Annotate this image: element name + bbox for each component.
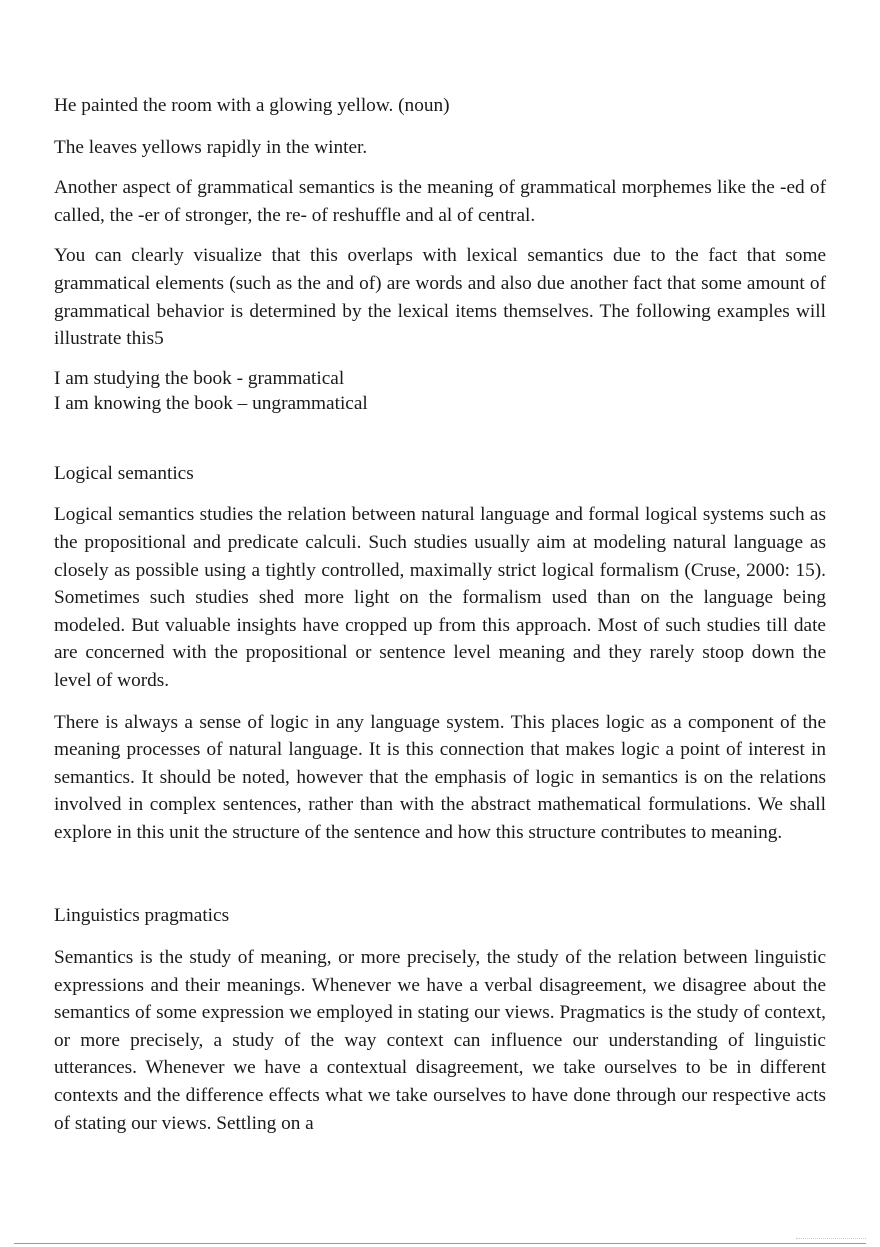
example-grammatical: I am studying the book - grammatical xyxy=(54,367,345,389)
example-ungrammatical: I am knowing the book – ungrammatical xyxy=(54,392,368,414)
heading-linguistics-pragmatics: Linguistics pragmatics xyxy=(54,905,230,927)
paragraph-lexical-overlap: You can clearly visualize that this overlaps with lexical semantics due to the fact that some grammatical elements (such as the and of) are words and also due another fact that some amount of grammatical behavior is determined by the lexical items themselves. The following examples will illustrate this5 xyxy=(54,245,826,350)
footer-rule xyxy=(14,1243,866,1244)
paragraph-noun-example: He painted the room with a glowing yellow. (noun) xyxy=(54,95,450,116)
document-page xyxy=(54,92,826,1137)
paragraph-logic-in-language: There is always a sense of logic in any language system. This places logic as a component of the meaning processes of natural language. It is this connection that makes logic a point of interest in semantics. It should be noted, however that the emphasis of logic in semantics is on the relations involved in complex sentences, rather than with the abstract mathematical formulations. We shall explore in this unit the structure of the sentence and how this structure contributes to meaning. xyxy=(54,711,826,843)
paragraph-verb-example: The leaves yellows rapidly in the winter. xyxy=(54,136,368,158)
paragraph-grammatical-morphemes: Another aspect of grammatical semantics is the meaning of grammatical morphemes like the -ed of called, the -er of stronger, the re- of reshuffle and al of central. xyxy=(54,177,826,226)
paragraph-semantics-pragmatics: Semantics is the study of meaning, or more precisely, the study of the relation between linguistic expressions and their meanings. Whenever we have a verbal disagreement, we disagree about the semantics of some expression we employed in stating our views. Pragmatics is the study of context, or more precisely, a study of the way context can influence our understanding of linguistic utterances. Whenever we have a contextual disagreement, we take ourselves to be in different contexts and the difference effects what we take ourselves to have done through our respective acts of stating our views. Settling on a xyxy=(54,947,826,1134)
paragraph-logical-semantics: Logical semantics studies the relation between natural language and formal logical systems such as the propositional and predicate calculi. Such studies usually aim at modeling natural language as closely as possible using a tightly controlled, maximally strict logical formalism (Cruse, 2000: 15). Sometimes such studies shed more light on the formalism used than on the language being modeled. But valuable insights have cropped up from this approach. Most of such studies till date are concerned with the propositional or sentence level meaning and they rarely stoop down the level of words. xyxy=(54,504,826,691)
heading-logical-semantics: Logical semantics xyxy=(54,462,194,484)
